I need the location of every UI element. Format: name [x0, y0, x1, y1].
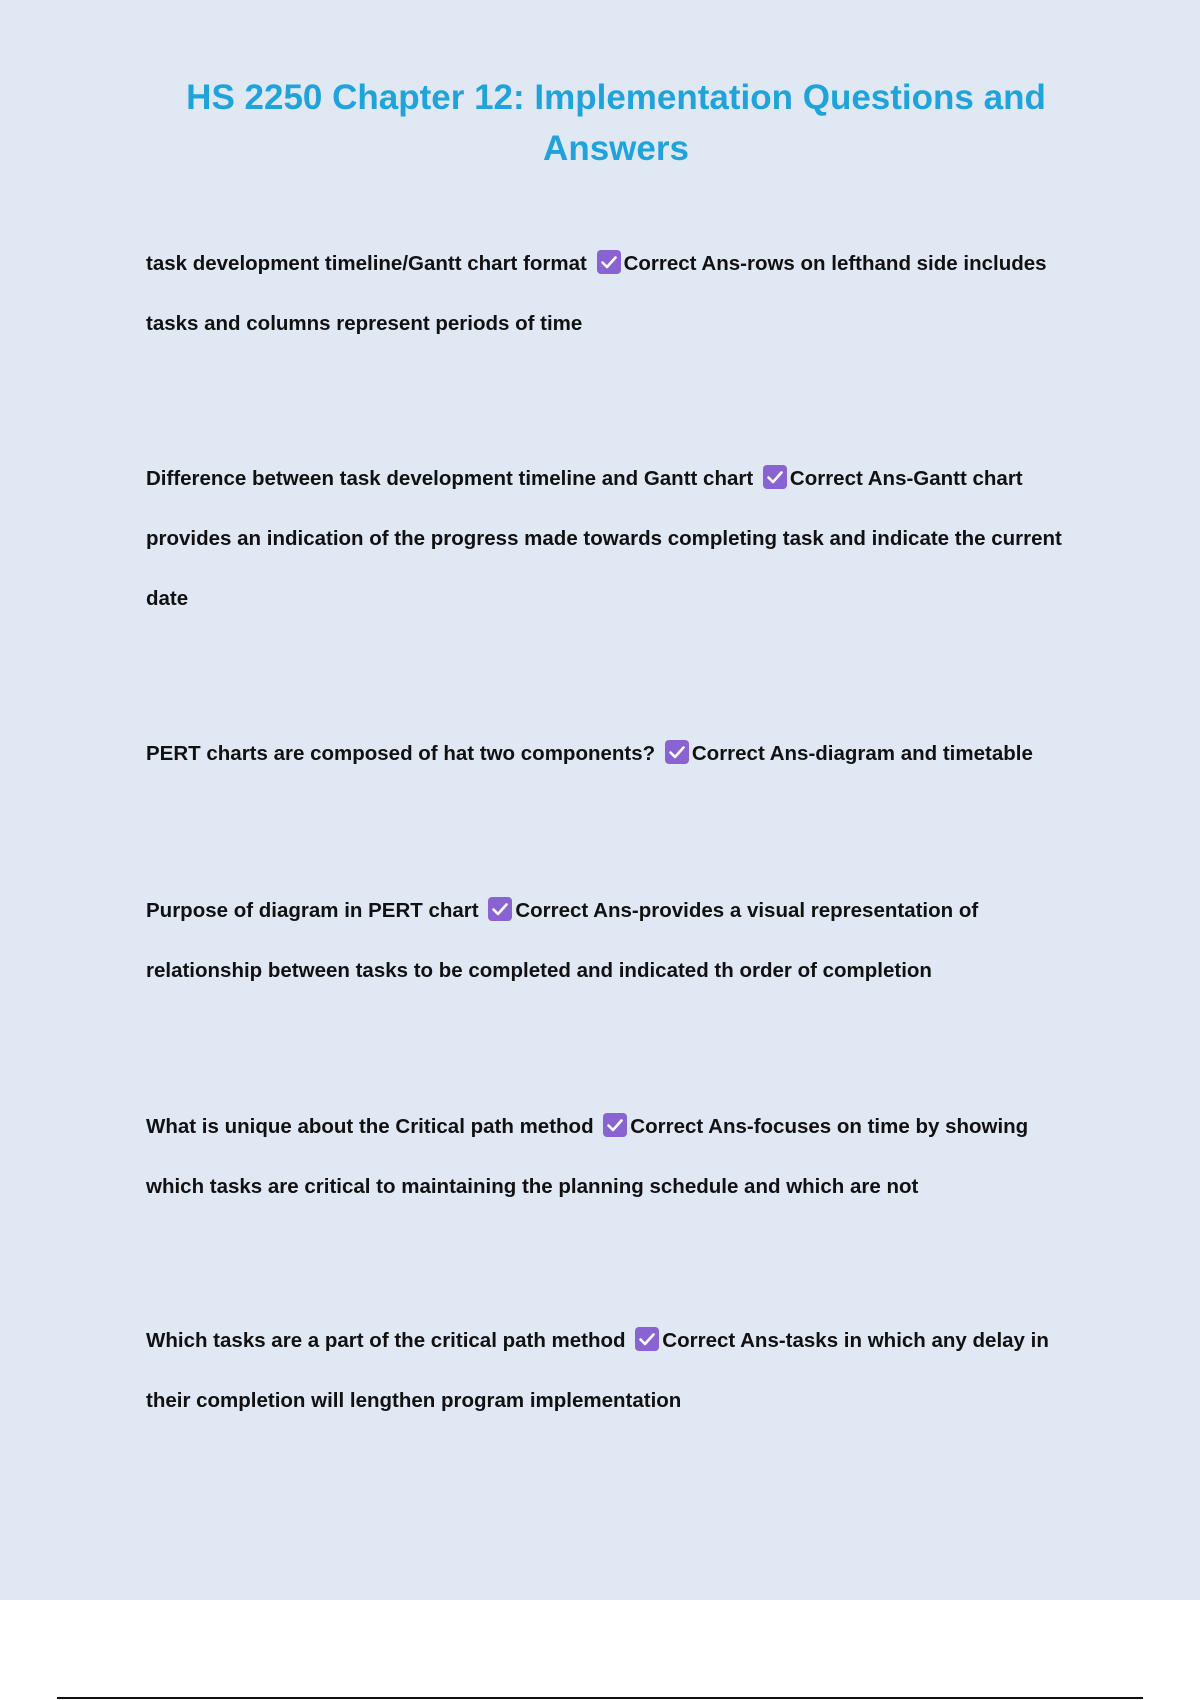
- document-title: HS 2250 Chapter 12: Implementation Questions and Answers: [186, 78, 1046, 168]
- qa-item: [146, 449, 1086, 629]
- qa-item: [146, 881, 1086, 1001]
- checkmark-icon: [597, 250, 621, 274]
- question-text: Difference between task development timeline and Gantt chart: [146, 467, 754, 490]
- qa-item: [146, 724, 1086, 784]
- answer-text: Correct Ans-diagram and timetable: [691, 742, 1033, 765]
- checkmark-icon: [603, 1113, 627, 1137]
- answer-text: Correct Ans-rows on lefthand side includes tasks and columns represent periods of time: [146, 252, 1047, 335]
- answer-text: Correct Ans-tasks in which any delay in their completion will lengthen program implementation: [146, 1329, 1049, 1412]
- answer-text: Correct Ans-Gantt chart provides an indication of the progress made towards completing task and indicate the current date: [146, 467, 1062, 610]
- question-text: What is unique about the Critical path method: [146, 1115, 594, 1138]
- footer-divider: [57, 1697, 1143, 1699]
- question-text: Purpose of diagram in PERT chart: [146, 899, 479, 922]
- answer-text: Correct Ans-focuses on time by showing which tasks are critical to maintaining the planning schedule and which are not: [146, 1115, 1029, 1198]
- question-text: PERT charts are composed of hat two components?: [146, 742, 656, 765]
- question-text: task development timeline/Gantt chart format: [146, 252, 587, 275]
- qa-item: [146, 1311, 1086, 1431]
- qa-item: [146, 1097, 1086, 1217]
- answer-text: Correct Ans-provides a visual representation of relationship between tasks to be completed and indicated th order of completion: [146, 899, 979, 982]
- checkmark-icon: [635, 1327, 659, 1351]
- question-text: Which tasks are a part of the critical path method: [146, 1329, 626, 1352]
- checkmark-icon: [763, 465, 787, 489]
- checkmark-icon: [488, 897, 512, 921]
- qa-item: [146, 234, 1086, 354]
- checkmark-icon: [665, 740, 689, 764]
